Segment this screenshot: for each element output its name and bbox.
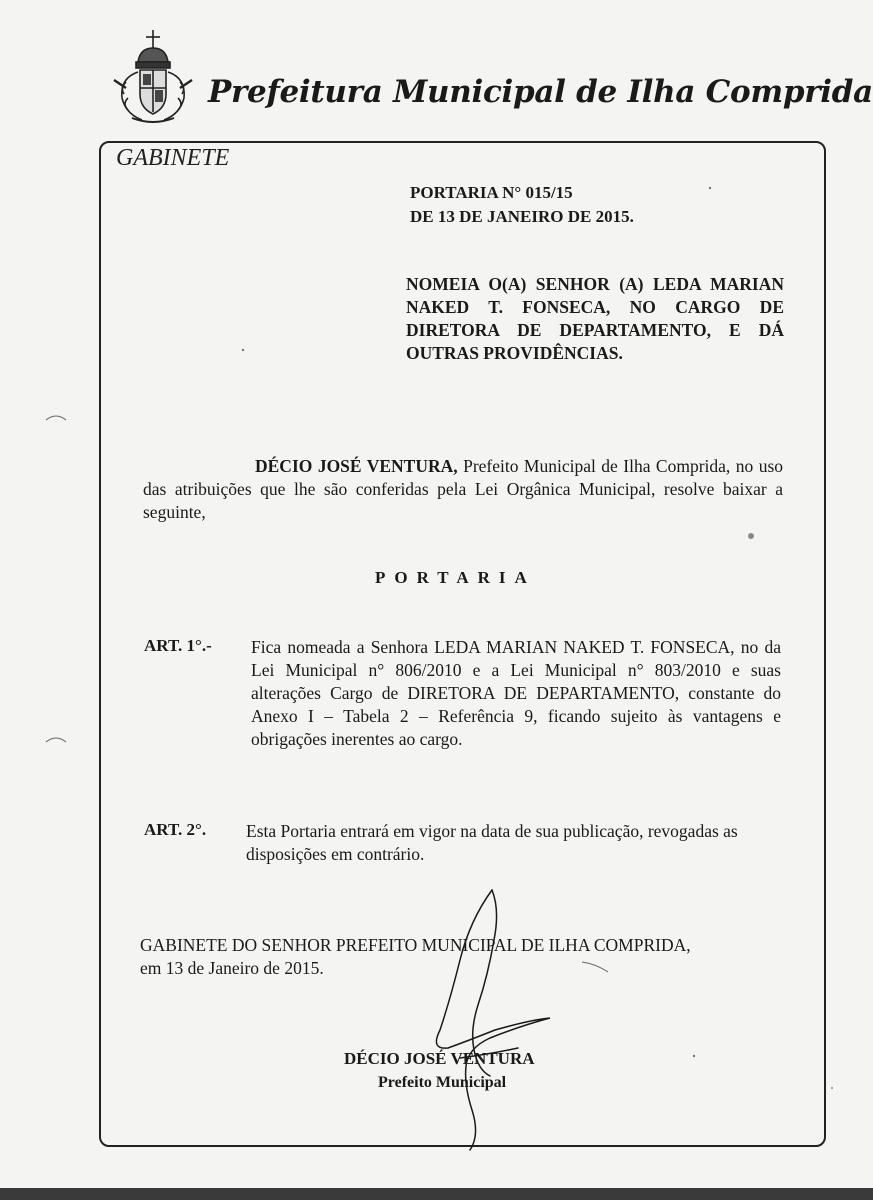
preamble-text: Prefeito Municipal de Ilha Comprida, no uso das atribuições que lhe são conferidas pela Lei Orgânica Municipal, resolve baixar a seguinte, bbox=[143, 456, 784, 522]
closing-statement bbox=[140, 934, 790, 980]
document-heading: PORTARIA bbox=[375, 568, 536, 587]
signatory-name: DÉCIO JOSÉ VENTURA bbox=[344, 1049, 535, 1068]
section-label: GABINETE bbox=[116, 145, 230, 171]
portaria-number: PORTARIA N° 015/15 bbox=[410, 183, 573, 202]
article-2-text: Esta Portaria entrará em vigor na data de sua publicação, revogadas as disposições em contrário. bbox=[246, 821, 738, 864]
article-1-text: Fica nomeada a Senhora LEDA MARIAN NAKED T. FONSECA, no da Lei Municipal n° 806/2010 e a Lei Municipal n° 803/2010 e suas alterações Cargo de DIRETORA DE DEPARTAMENTO, constante do Anexo I – Tabela 2 – Referência 9, ficando sujeito às vantagens e obrigações inerentes ao cargo. bbox=[251, 637, 781, 749]
closing-line-2: em 13 de Janeiro de 2015. bbox=[140, 958, 324, 978]
scan-border bbox=[0, 1188, 873, 1200]
article-1-label: ART. 1°.- bbox=[144, 636, 212, 655]
signatory-role: Prefeito Municipal bbox=[378, 1074, 507, 1091]
preamble bbox=[143, 455, 783, 524]
municipal-coat-of-arms-icon bbox=[112, 28, 194, 126]
article-2-label: ART. 2°. bbox=[144, 820, 207, 839]
portaria-date: DE 13 DE JANEIRO DE 2015. bbox=[410, 207, 634, 226]
page-title: Prefeitura Municipal de Ilha Comprida bbox=[208, 74, 873, 110]
ementa: NOMEIA O(A) SENHOR (A) LEDA MARIAN NAKED T. FONSECA, NO CARGO DE DIRETORA DE DEPARTAMENTO, E DÁ OUTRAS PROVIDÊNCIAS. bbox=[406, 274, 784, 363]
preamble-name: DÉCIO JOSÉ VENTURA, bbox=[255, 456, 458, 476]
portaria-reference bbox=[410, 181, 634, 229]
closing-line-1: GABINETE DO SENHOR PREFEITO MUNICIPAL DE ILHA COMPRIDA, bbox=[140, 935, 691, 955]
